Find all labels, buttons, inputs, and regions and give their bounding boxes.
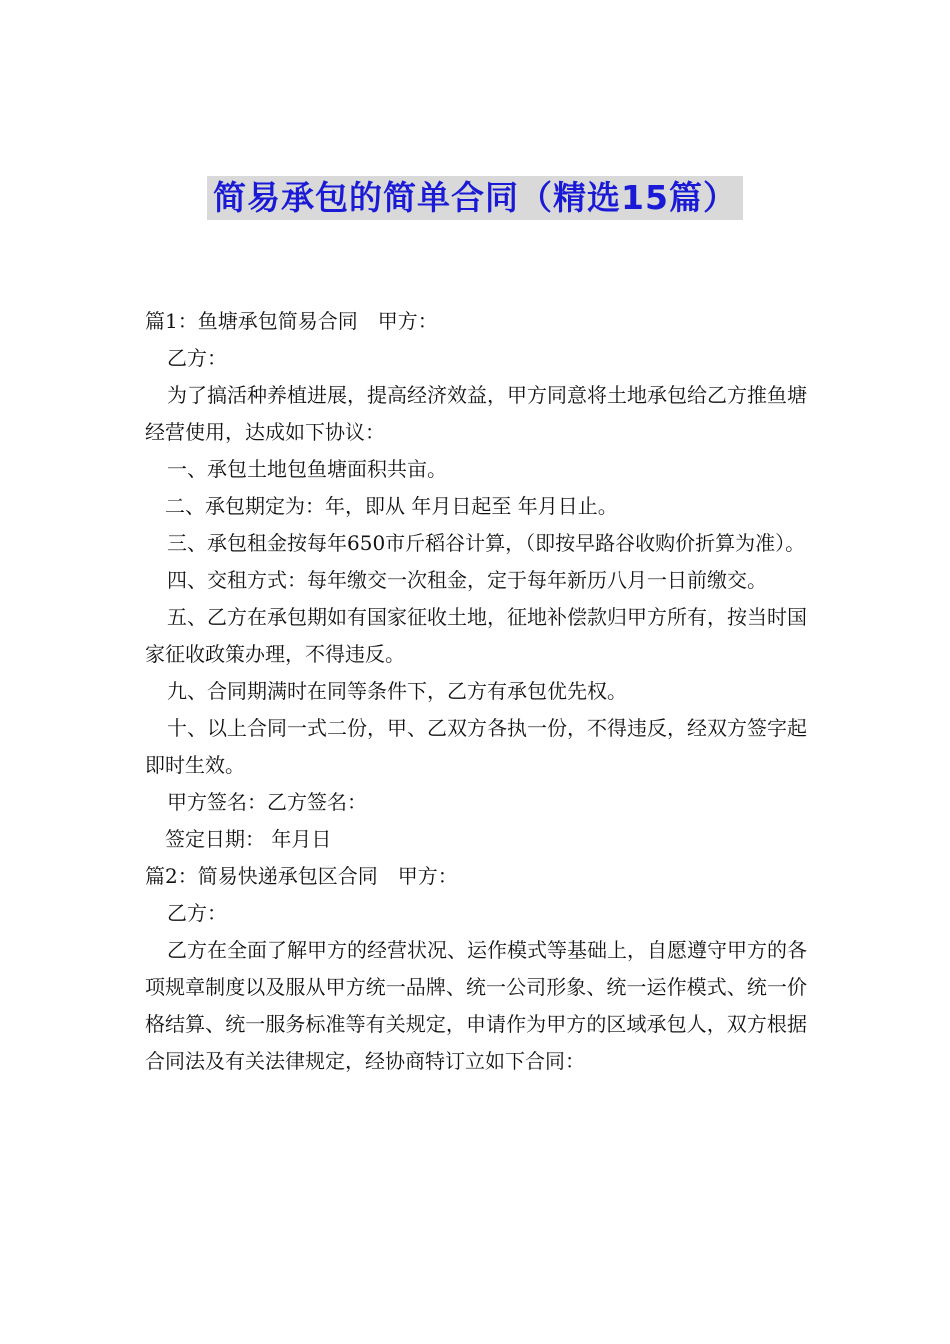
paragraph: 十、以上合同一式二份，甲、乙双方各执一份，不得违反，经双方签字起即时生效。 xyxy=(145,716,807,777)
title-wrap xyxy=(0,176,950,220)
paragraph: 四、交租方式：每年缴交一次租金，定于每年新历八月一日前缴交。 xyxy=(167,568,767,592)
document-title: 简易承包的简单合同（精选15篇） xyxy=(207,176,743,220)
paragraph: 签定日期： 年月日 xyxy=(165,827,332,851)
paragraph: 乙方在全面了解甲方的经营状况、运作模式等基础上，自愿遵守甲方的各项规章制度以及服从甲方统一品牌、统一公司形象、统一运作模式、统一价格结算、统一服务标准等有关规定，申请作为甲方的区域承包人，双方根据合同法及有关法律规定，经协商特订立如下合同： xyxy=(145,938,807,1073)
paragraph: 九、合同期满时在同等条件下，乙方有承包优先权。 xyxy=(167,679,627,703)
paragraph: 三、承包租金按每年650市斤稻谷计算，（即按早路谷收购价折算为准）。 xyxy=(167,531,806,555)
paragraph: 甲方签名：乙方签名： xyxy=(167,790,367,814)
paragraph: 篇2：简易快递承包区合同 甲方： xyxy=(145,864,458,888)
paragraph: 一、承包土地包鱼塘面积共亩。 xyxy=(167,457,447,481)
paragraph: 篇1：鱼塘承包简易合同 甲方： xyxy=(145,309,438,333)
paragraph: 乙方： xyxy=(167,346,227,370)
paragraph: 为了搞活种养植进展，提高经济效益，甲方同意将土地承包给乙方推鱼塘经营使用，达成如下协议： xyxy=(145,383,807,444)
paragraph: 乙方： xyxy=(167,901,227,925)
paragraph: 二、承包期定为：年，即从 年月日起至 年月日止。 xyxy=(165,494,618,518)
document-body xyxy=(145,303,807,1080)
paragraph: 五、乙方在承包期如有国家征收土地，征地补偿款归甲方所有，按当时国家征收政策办理，不得违反。 xyxy=(145,605,807,666)
